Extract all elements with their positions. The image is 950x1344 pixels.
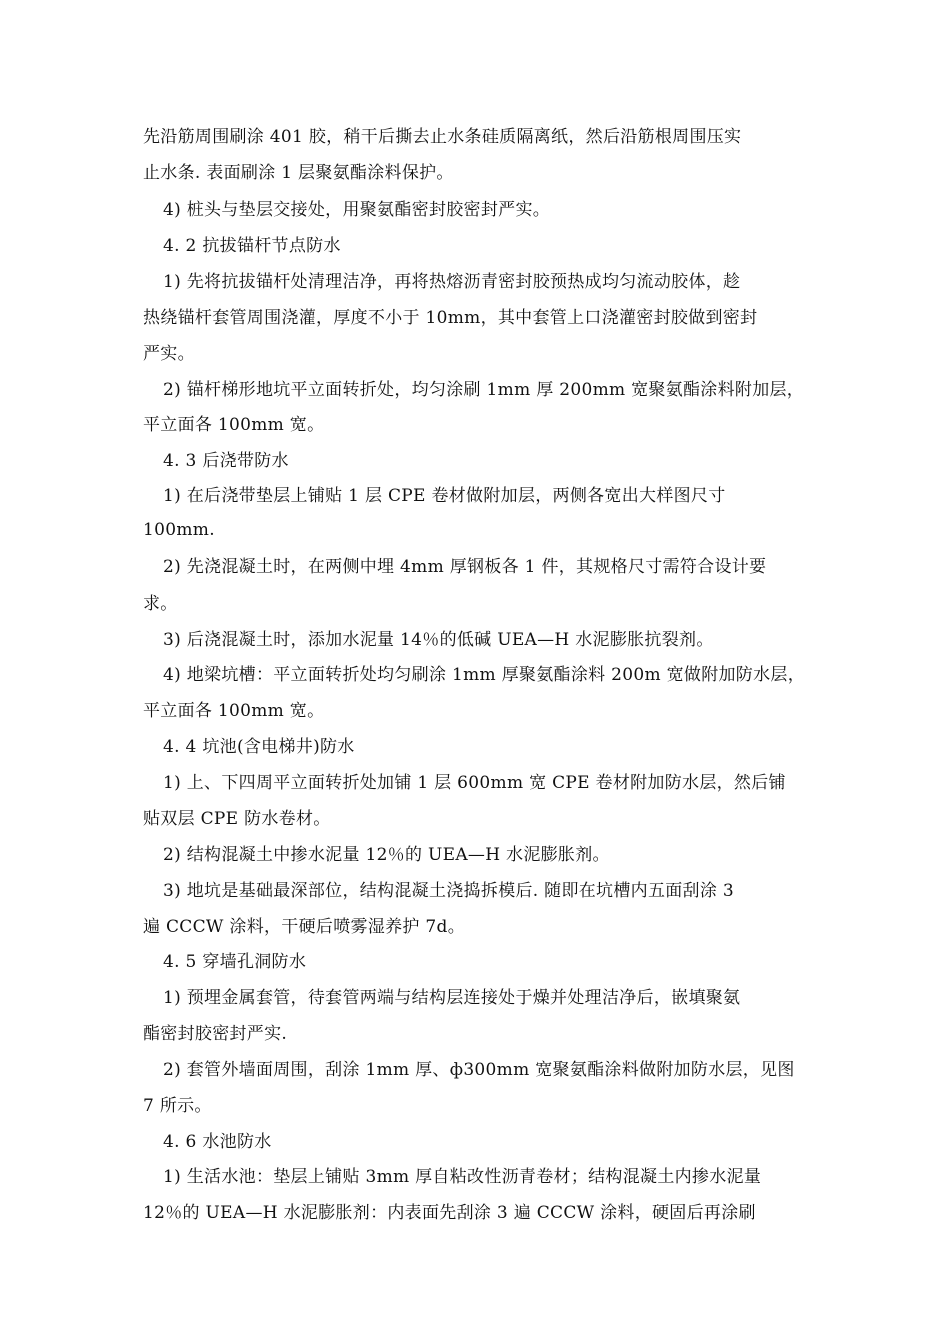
text-line: 平立面各 100mm 宽。	[143, 701, 325, 721]
text-line: 3) 后浇混凝土时，添加水泥量 14％的低碱 UEA—H 水泥膨胀抗裂剂。	[163, 630, 714, 650]
text-line: 4) 地梁坑槽：平立面转折处均匀刷涂 1mm 厚聚氨酯涂料 200m 宽做附加防水层，	[163, 665, 805, 685]
text-line: 热绕锚杆套管周围浇灌，厚度不小于 10mm，其中套管上口浇灌密封胶做到密封	[143, 308, 758, 328]
text-line: 先沿筋周围刷涂 401 胶，稍干后撕去止水条硅质隔离纸，然后沿筋根周围压实	[143, 127, 742, 147]
text-line: 求。	[143, 594, 178, 614]
text-line: 3) 地坑是基础最深部位，结构混凝土浇捣拆模后. 随即在坑槽内五面刮涂 3	[163, 881, 734, 901]
section-heading: 4. 4 坑池(含电梯井)防水	[163, 737, 355, 757]
text-line: 1) 在后浇带垫层上铺贴 1 层 CPE 卷材做附加层，两侧各宽出大样图尺寸	[163, 486, 726, 506]
text-line: 4) 桩头与垫层交接处，用聚氨酯密封胶密封严实。	[163, 200, 551, 220]
text-line: 1) 预埋金属套管，待套管两端与结构层连接处于燥并处理洁净后，嵌填聚氨	[163, 988, 741, 1008]
text-line: 1) 生活水池：垫层上铺贴 3mm 厚自粘改性沥青卷材；结构混凝土内掺水泥量	[163, 1167, 762, 1187]
text-line: 2) 套管外墙面周围，刮涂 1mm 厚、ф300mm 宽聚氨酯涂料做附加防水层，见图	[163, 1060, 795, 1080]
text-line: 酯密封胶密封严实.	[143, 1024, 288, 1044]
section-heading: 4. 5 穿墙孔洞防水	[163, 952, 307, 972]
section-heading: 4. 6 水池防水	[163, 1132, 272, 1152]
text-line: 遍 CCCW 涂料，干硬后喷雾湿养护 7d。	[143, 917, 466, 937]
section-heading: 4. 2 抗拔锚杆节点防水	[163, 236, 341, 256]
text-line: 严实。	[143, 344, 195, 364]
text-line: 2) 锚杆梯形地坑平立面转折处，均匀涂刷 1mm 厚 200mm 宽聚氨酯涂料附加层，	[163, 380, 805, 400]
text-line: 止水条. 表面刷涂 1 层聚氨酯涂料保护。	[143, 163, 454, 183]
text-line: 1) 先将抗拔锚杆处清理洁净，再将热熔沥青密封胶预热成均匀流动胶体，趁	[163, 272, 741, 292]
text-line: 2) 先浇混凝土时，在两侧中埋 4mm 厚钢板各 1 件，其规格尺寸需符合设计要	[163, 557, 767, 577]
section-heading: 4. 3 后浇带防水	[163, 451, 289, 471]
text-line: 12％的 UEA—H 水泥膨胀剂：内表面先刮涂 3 遍 CCCW 涂料，硬固后再涂刷	[143, 1203, 756, 1223]
text-line: 100mm.	[143, 520, 215, 540]
text-line: 平立面各 100mm 宽。	[143, 415, 325, 435]
text-line: 1) 上、下四周平立面转折处加铺 1 层 600mm 宽 CPE 卷材附加防水层，然后铺	[163, 773, 786, 793]
text-line: 7 所示。	[143, 1096, 212, 1116]
text-line: 2) 结构混凝土中掺水泥量 12％的 UEA—H 水泥膨胀剂。	[163, 845, 610, 865]
text-line: 贴双层 CPE 防水卷材。	[143, 809, 331, 829]
